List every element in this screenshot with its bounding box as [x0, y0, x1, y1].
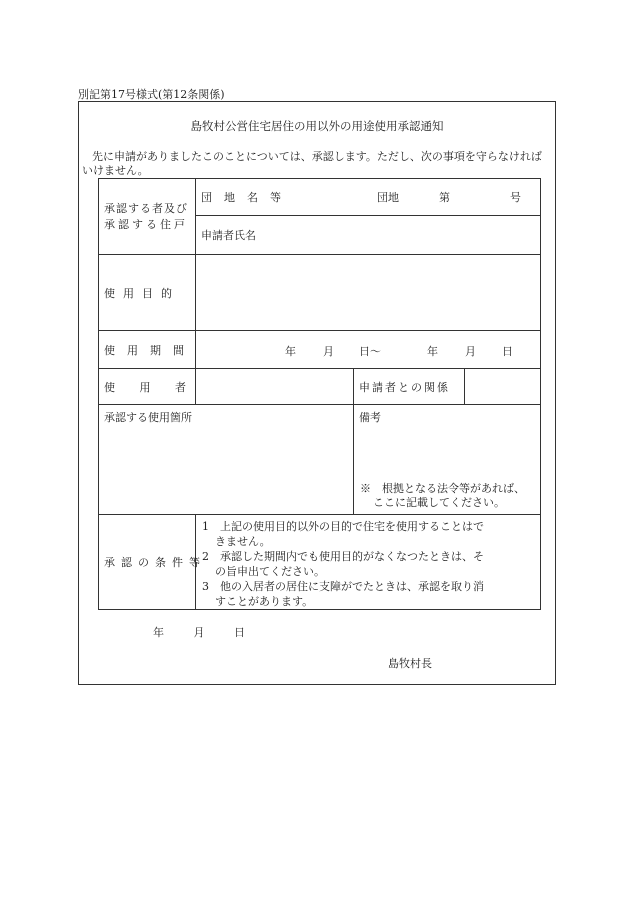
period-month: 月 — [323, 344, 334, 358]
condition-item-cont — [202, 594, 535, 609]
condition-item — [202, 579, 535, 594]
danchi-char: 団 — [201, 191, 212, 204]
purpose-char: 用 — [123, 286, 134, 300]
user-value[interactable] — [196, 369, 354, 405]
user-char: 使 — [104, 380, 115, 394]
condition-text: 他の入居者の居住に支障がでたときは、承認を取り消 — [220, 580, 484, 593]
condition-text: 承認した期間内でも使用目的がなくなつたときは、そ — [220, 550, 484, 563]
page-title: 島牧村公営住宅居住の用以外の用途使用承認通知 — [190, 119, 444, 133]
form-reference: 別記第17号様式(第12条関係) — [78, 88, 225, 101]
danchi-char: 名 — [247, 191, 258, 204]
period-year-to: 年 — [427, 344, 438, 358]
condition-text: きません。 — [215, 535, 271, 548]
condition-item — [202, 549, 535, 564]
conditions-char: 条 — [155, 556, 166, 569]
remarks-label: 備考 — [359, 411, 381, 424]
conditions-char: 件 — [172, 556, 183, 569]
condition-text: の旨申出てください。 — [215, 565, 325, 578]
user-char: 者 — [175, 380, 186, 394]
condition-num: 2 — [202, 550, 209, 563]
user-char: 用 — [139, 380, 151, 394]
conditions-char: 承 — [104, 556, 115, 569]
condition-item-cont — [202, 534, 535, 549]
user-label — [99, 369, 196, 405]
relation-value[interactable] — [465, 369, 541, 405]
approver-label-line1: 承認する者及び — [104, 201, 188, 215]
condition-item-cont — [202, 564, 535, 579]
period-year: 年 — [285, 344, 296, 358]
go-label: 号 — [510, 191, 521, 204]
condition-num: 3 — [202, 580, 209, 593]
period-value[interactable] — [196, 331, 541, 369]
approver-label-line2: 承認する住戸 — [104, 217, 188, 231]
relation-label — [354, 369, 465, 405]
condition-num: 1 — [202, 520, 209, 533]
danchi-label — [201, 189, 281, 205]
remarks-note — [360, 482, 525, 510]
remarks-note-line1: ※ 根拠となる法令等があれば、 — [360, 482, 525, 495]
danchi-char: 地 — [224, 191, 235, 204]
purpose-char: 的 — [161, 286, 172, 300]
approval-table — [98, 178, 541, 610]
mayor-name: 島牧村長 — [388, 657, 432, 670]
purpose-char: 目 — [142, 286, 153, 300]
issue-date — [153, 624, 245, 640]
intro-text: 先に申請がありましたこのことについては、承認します。ただし、次の事項を守らなければいけません。 — [82, 150, 542, 177]
conditions-list — [196, 515, 541, 610]
period-month-to: 月 — [465, 344, 476, 358]
relation-label-text: 申請者との関係 — [359, 380, 450, 394]
purpose-label — [99, 255, 196, 331]
conditions-char: の — [138, 556, 149, 569]
period-char: 用 — [127, 343, 138, 357]
period-char: 期 — [150, 343, 161, 357]
approver-label — [99, 179, 196, 255]
remarks-cell[interactable] — [354, 405, 541, 515]
date-day: 日 — [234, 626, 245, 639]
condition-text: 上記の使用目的以外の目的で住宅を使用することはで — [220, 520, 484, 533]
period-char: 間 — [173, 343, 184, 357]
period-char: 使 — [104, 343, 115, 357]
conditions-char: 等 — [189, 556, 200, 569]
date-month: 月 — [193, 626, 205, 639]
purpose-char: 使 — [104, 286, 115, 300]
location-cell[interactable] — [99, 405, 354, 515]
location-label: 承認する使用箇所 — [104, 411, 192, 424]
condition-text: すことがあります。 — [215, 595, 314, 608]
purpose-value[interactable] — [196, 255, 541, 331]
conditions-char: 認 — [121, 556, 132, 569]
danchi-suffix: 団地 — [377, 191, 399, 204]
remarks-note-line2: ここに記載してください。 — [373, 496, 505, 509]
applicant-name-label: 申請者氏名 — [201, 229, 256, 242]
date-year: 年 — [153, 626, 164, 639]
dai-label: 第 — [439, 191, 450, 204]
conditions-label — [99, 515, 200, 610]
applicant-name-cell[interactable] — [196, 216, 541, 255]
period-day-from: 日～ — [359, 344, 381, 358]
danchi-cell[interactable] — [196, 179, 541, 216]
period-label — [99, 331, 196, 369]
condition-item — [202, 519, 535, 534]
danchi-char: 等 — [270, 191, 281, 204]
period-day-to: 日 — [502, 344, 513, 358]
